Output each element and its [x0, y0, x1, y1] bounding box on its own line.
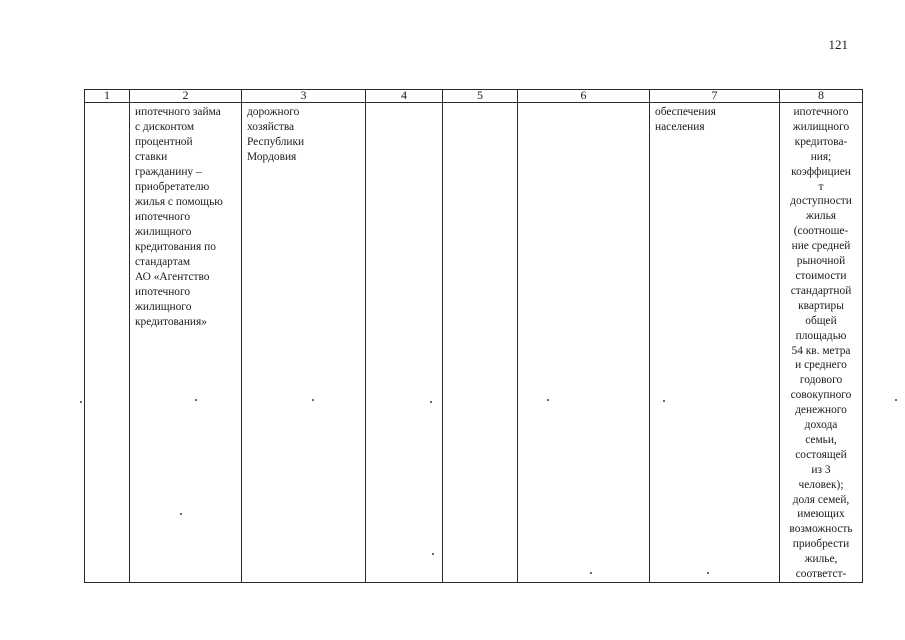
scan-speck — [195, 399, 197, 401]
scan-speck — [590, 572, 592, 574]
table-cell-7 — [650, 103, 780, 583]
cell-text: обеспечения населения — [655, 106, 716, 133]
column-header-1: 1 — [85, 90, 130, 103]
page-number: 121 — [828, 37, 848, 52]
scan-speck — [312, 399, 314, 401]
table-cell-8 — [780, 103, 863, 583]
column-header-4: 4 — [366, 90, 443, 103]
scan-speck — [663, 400, 665, 402]
column-header-3: 3 — [242, 90, 366, 103]
table-header-row — [85, 90, 863, 103]
cell-text — [443, 103, 517, 105]
scan-speck — [430, 401, 432, 403]
table-cell-1 — [85, 103, 130, 583]
cell-text: ипотечного займа с дисконтом процентной ставки гражданину – приобретателю жилья с помощью ипотечного жилищного кредитования по стандартам АО «Агентство ипотечного жилищного кредитования» — [135, 106, 223, 328]
cell-text — [366, 103, 442, 105]
cell-text: ипотечного жилищного кредитова- ния; коэффициен т доступности жилья (соотноше- ние средней рыночной стоимости стандартной квартиры общей площадью 54 кв. метра и среднего годового совокупного денежного дохода семьи, состоящей из 3 человек); доля семей, имеющих возможность приобрести жилье, соответст- — [789, 106, 853, 581]
column-header-2: 2 — [130, 90, 242, 103]
scan-speck — [180, 513, 182, 515]
column-header-6: 6 — [518, 90, 650, 103]
scan-speck — [707, 572, 709, 574]
table-cell-5 — [443, 103, 518, 583]
table-row — [85, 103, 863, 583]
table-cell-2 — [130, 103, 242, 583]
table-cell-4 — [366, 103, 443, 583]
table-cell-3 — [242, 103, 366, 583]
table-cell-6 — [518, 103, 650, 583]
cell-text: дорожного хозяйства Республики Мордовия — [247, 106, 305, 163]
cell-text — [518, 103, 649, 105]
document-table — [84, 89, 863, 583]
cell-text — [85, 103, 129, 105]
scan-speck — [80, 401, 82, 403]
column-header-8: 8 — [780, 90, 863, 103]
scan-speck — [547, 399, 549, 401]
scan-speck — [895, 399, 897, 401]
column-header-5: 5 — [443, 90, 518, 103]
scan-speck — [432, 553, 434, 555]
column-header-7: 7 — [650, 90, 780, 103]
